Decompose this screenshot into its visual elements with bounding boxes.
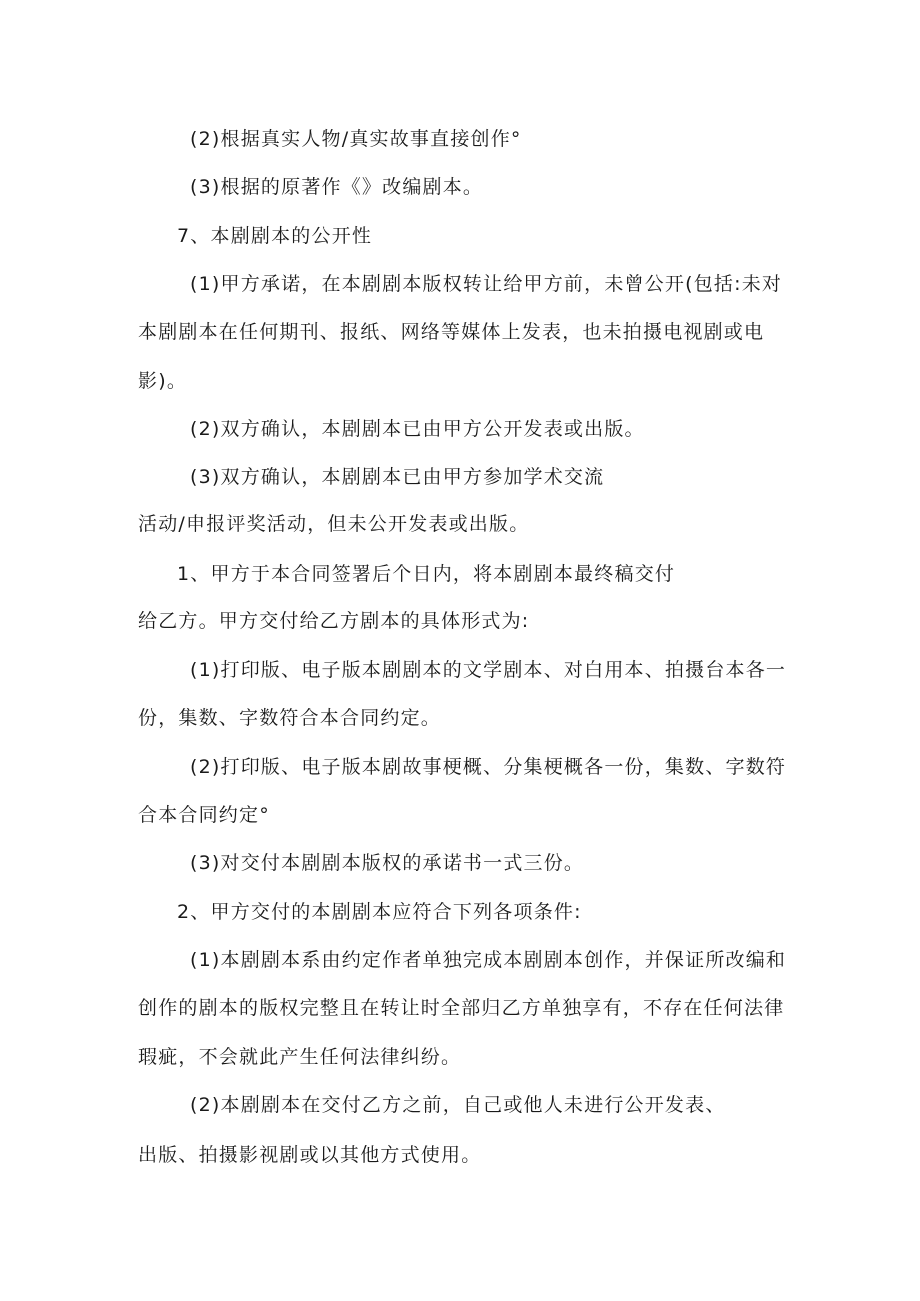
text-line: 影)。 [138, 370, 188, 392]
text-line: 份，集数、字数符合本合同约定。 [138, 707, 442, 729]
text-line: 出版、拍摄影视剧或以其他方式使用。 [138, 1144, 482, 1166]
text-line: 瑕疵，不会就此产生任何法律纠纷。 [138, 1046, 462, 1068]
text-line: (2)打印版、电子版本剧故事梗概、分集梗概各一份，集数、字数符 [190, 756, 787, 778]
text-line: (2)根据真实人物/真实故事直接创作° [190, 128, 522, 150]
section-heading: 1、甲方于本合同签署后个日内，将本剧剧本最终稿交付 [177, 563, 676, 585]
text-line: (3)双方确认，本剧剧本已由甲方参加学术交流 [190, 466, 605, 488]
text-line: 合本合同约定° [138, 804, 270, 826]
text-line: 活动/申报评奖活动，但未公开发表或出版。 [138, 513, 530, 535]
text-line: (1)甲方承诺，在本剧剧本版权转让给甲方前，未曾公开(包括:未对 [190, 273, 783, 295]
text-line: (1)本剧剧本系由约定作者单独完成本剧剧本创作，并保证所改编和 [190, 949, 787, 971]
text-line: (3)根据的原著作《》改编剧本。 [190, 176, 484, 198]
section-heading: 2、甲方交付的本剧剧本应符合下列各项条件: [177, 901, 582, 923]
text-line: 本剧剧本在任何期刊、报纸、网络等媒体上发表，也未拍摄电视剧或电 [138, 321, 765, 343]
text-line: (1)打印版、电子版本剧剧本的文学剧本、对白用本、拍摄台本各一 [190, 659, 787, 681]
text-line: (3)对交付本剧剧本版权的承诺书一式三份。 [190, 852, 585, 874]
section-heading: 7、本剧剧本的公开性 [177, 225, 373, 247]
text-line: 创作的剧本的版权完整且在转让时全部归乙方单独享有，不存在任何法律 [138, 997, 785, 1019]
text-line: (2)本剧剧本在交付乙方之前，自己或他人未进行公开发表、 [190, 1094, 726, 1116]
text-line: (2)双方确认，本剧剧本已由甲方公开发表或出版。 [190, 418, 645, 440]
text-line: 给乙方。甲方交付给乙方剧本的具体形式为: [138, 610, 530, 632]
